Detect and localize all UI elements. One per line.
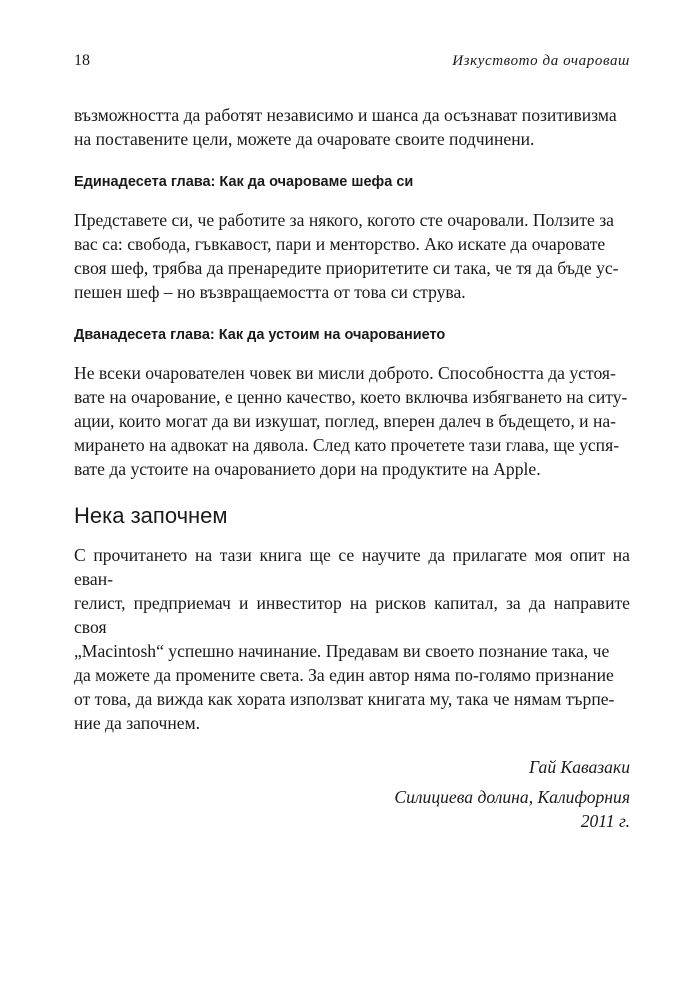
text-line: вате да устоите на очарованието дори на продуктите на Apple. <box>74 459 541 479</box>
text-line: от това, да виждa как хората използват книгата му, така че нямам търпе- <box>74 689 615 709</box>
book-page <box>74 0 630 996</box>
text-line: пешен шеф – но възвращаемостта от това си струва. <box>74 282 466 302</box>
chapter-11-heading: Единадесета глава: Как да очароваме шефа си <box>74 174 414 190</box>
text-line: Представете си, че работите за някого, когото сте очаровали. Ползите за <box>74 210 614 230</box>
text-line: на поставените цели, можете да очаровате своите подчинени. <box>74 129 535 149</box>
text-line: ации, които могат да ви изкушат, поглед, вперен далеч в бъдещето, и на- <box>74 411 617 431</box>
running-head <box>74 52 630 76</box>
signature-year: 2011 г. <box>580 811 630 831</box>
signature-author: Гай Кавазаки <box>528 757 630 777</box>
text-line: вас са: свобода, гъвкавост, пари и менторство. Ако искате да очаровате <box>74 234 606 254</box>
text-line: вате на очарование, е ценно качество, което включва избягването на ситу- <box>74 387 628 407</box>
text-line: гелист, предприемач и инвеститор на рисков капитал, за да направите своя <box>74 593 630 637</box>
text-line: да можете да промените света. За един автор няма по-голямо признание <box>74 665 614 685</box>
page-number: 18 <box>74 52 90 69</box>
text-line: С прочитането на тази книга ще се научите да прилагате моя опит на еван- <box>74 545 630 589</box>
chapter-12-heading: Дванадесета глава: Как да устоим на очарованието <box>74 327 446 343</box>
signature-place: Силициева долина, Калифорния <box>394 787 630 807</box>
section-paragraph <box>74 543 630 735</box>
signature-block <box>74 755 630 833</box>
text-line: мирането на адвокат на дявола. След като прочетете тази глава, ще успя- <box>74 435 620 455</box>
book-title: Изкуството да очароваш <box>452 53 630 69</box>
text-line: своя шеф, трябва да пренаредите приоритетите си така, че тя да бъде ус- <box>74 258 619 278</box>
chapter-12-paragraph <box>74 361 630 481</box>
text-line: Не всеки очарователен човек ви мисли доброто. Способността да устоя- <box>74 363 616 383</box>
intro-paragraph <box>74 103 630 151</box>
chapter-11-paragraph <box>74 208 630 304</box>
text-line: възможността да работят независимо и шанса да осъзнават позитивизма <box>74 105 617 125</box>
text-line: „Macintosh“ успешно начинание. Предавам ви своето познание така, че <box>74 641 610 661</box>
page-content <box>74 103 630 833</box>
text-line: ние да започнем. <box>74 713 201 733</box>
section-heading: Нека започнем <box>74 503 228 528</box>
